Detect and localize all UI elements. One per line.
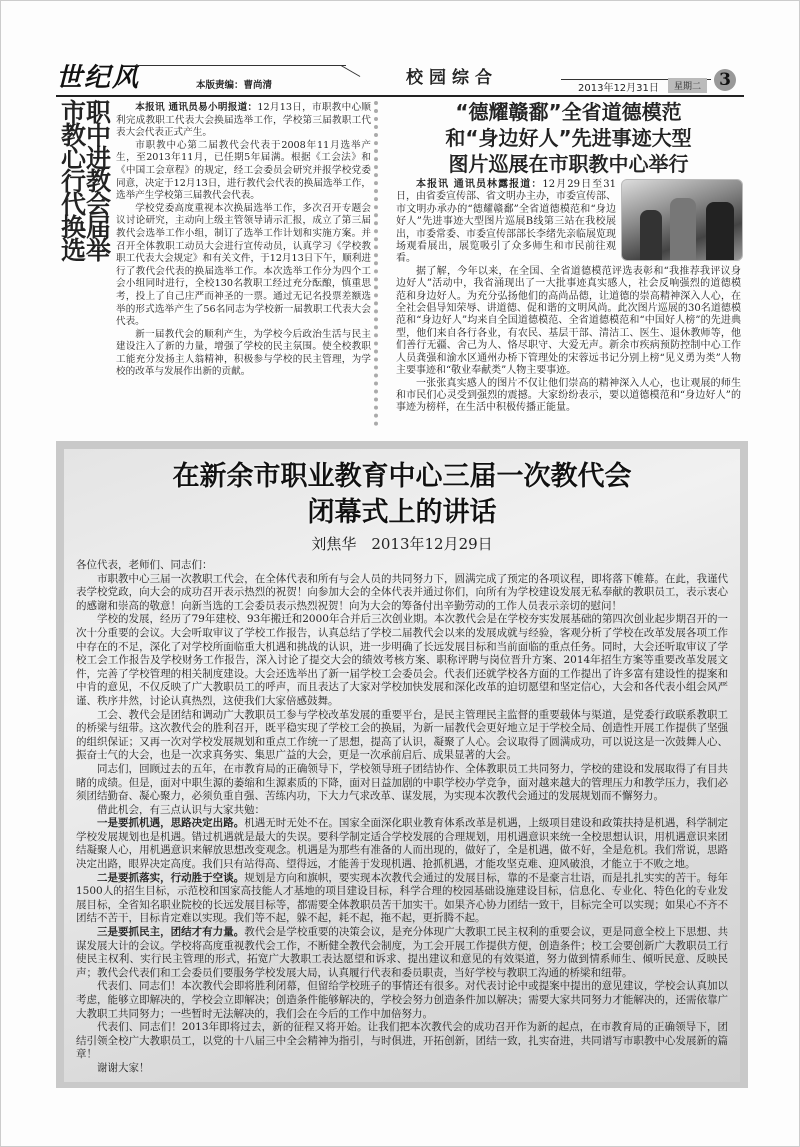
article3-paragraph: 借此机会，有三点认识与大家共勉： — [97, 803, 265, 816]
header-rule — [136, 65, 346, 66]
paragraph-heading: 二是要抓落实，行动胜于空谈。 — [97, 871, 245, 884]
article3-paragraph: 一是要抓机遇，思路决定出路。机遇无时无处不在。国家全面深化职业教育体系改革是机遇，上级项目建设和政策扶持是机遇，科学制定学校发展规划也是机遇。错过机遇就是最大的失误。要科学制定适合学校发展的合理规划，用机遇意识来统一全校思想认识，用机遇意识来团结凝聚人心，用机遇意识来解放思想改变观念。机遇是为那些有准备的人而出现的，做好了，全是机遇，做不好，全是危机。我们常说，思路决定出路，眼界决定高度。我们只有站得高、望得远，才能善于发现机遇、抢抓机遇，才能攻坚克难、迎风破浪，才能立于不败之地。 — [76, 817, 729, 871]
article1-paragraph: 新一届教代会的顺利产生，为学校今后政治生活与民主建设注入了新的力量，增强了学校的民主氛围。使全校教职工能充分发扬主人翁精神，积极参与学校的民主管理，为学校的改革与发展作出新的贡献。 — [116, 328, 371, 378]
article3-paragraph: 学校的发展，经历了79年建校、93年搬迁和2000年合并后三次创业期。本次教代会是在学校夯实发展基础的第四次创业起步期召开的一次十分重要的会议。大会听取审议了学校工作报告，认真总结了学校二届教代会以来的发展成就与经验，客观分析了学校在改革发展各项工作中存在的不足，深化了对学校所面临重大机遇和挑战的认识，进一步明确了长远发展目标和当前面临的重点任务。同时，大会还听取审议了学校工会工作报告及学校财务工作报告，深入讨论了提交大会的绩效考核方案、职称评聘与岗位晋升方案、2014年招生方案等重要改革发展文件，完善了学校管理的相关制度建设。大会还选举出了新一届学校工会委员会。代表们还就学校各方面的工作提出了许多富有建设性的提案和中肯的意见，不仅反映了广大教职员工的呼声，而且表达了大家对学校加快发展和深化改革的迫切愿望和坚定信心，大会和各代表小组会风严谨、秩序井然，讨论认真热烈，这使我们大家倍感鼓舞。 — [76, 613, 728, 707]
exhibition-photo — [621, 179, 743, 261]
article2-title: “德耀赣鄱”全省道德模范 和“身边好人”先进事迹大型 图片巡展在市职教中心举行 — [445, 100, 692, 176]
article2-paragraph: 据了解，今年以来，在全国、全省道德模范评选表彰和“我推荐我评议身边好人”活动中，我省涌现出了一大批事迹真实感人，社会反响强烈的道德模范和身边好人。为充分弘扬他们的高尚品德，让道德的崇高精神深入人心，在全社会倡导知荣辱、讲道德、促和谐的文明风尚。此次图片巡展的30名道德模范和“身边好人”均来自全国道德模范、全省道德模范和“中国好人榜”的先进典型，他们来自各行各业，有农民、基层干部、清洁工、医生、退休教师等，他们善行无疆、舍己为人、恪尽职守、大爱无声。新余市疾病预防控制中心工作人员龚强和渝水区通州办桥下管理处的宋蓉远书记分别上榜“见义勇为类”人物主要事迹和“敬业奉献类”人物主要事迹。 — [396, 265, 741, 377]
header-rule — [341, 65, 361, 77]
article1-title: 市职教中心进行教代会换届选举 — [61, 98, 112, 265]
article2-paragraph: 一张张真实感人的图片不仅让他们崇高的精神深入人心，也让观展的师生和市民们心灵受到强烈的震撼。大家纷纷表示，要以道德模范和“身边好人”的事迹为榜样，在生活中积极传播正能量。 — [396, 377, 741, 414]
weekday-badge: 星期二 — [668, 78, 707, 93]
article1-paragraph: 本报讯 通讯员易小明报道：12月13日，市职教中心顺利完成教职工代表大会换届选举工作，学校第三届教职工代表大会代表正式产生。 — [116, 102, 371, 139]
article3-paragraph: 二是要抓落实，行动胜于空谈。规划是方向和旗帜，要实现本次教代会通过的发展目标，靠的不是豪言壮语，而是扎扎实实的苦干。每年1500人的招生目标，示范校和国家高技能人才基地的项目建设目标，科学合理的校园基础设施建设目标，信息化、专业化、特色化的专业发展目标，全省知名职业院校的长远发展目标等，都需要全体教职员苦干加实干。如果齐心协力团结一致干，目标完全可以实现；如果心不齐不团结不苦干，目标肯定难以实现。我们等不起，躲不起，耗不起，拖不起，更折腾不起。 — [76, 871, 729, 925]
article2-paragraph: 本报讯 通讯员林露报道：12月29日至31日，由省委宣传部、省文明办主办，市委宣传部、市文明办承办的“德耀赣鄱”全省道德模范和“身边好人”先进事迹大型图片巡展B线第三站在我校展出，市委常委、市委宣传部部长李绪先亲临展览现场观看展出，展览吸引了众多师生和市民前往观看。 — [396, 179, 616, 265]
article1-paragraph: 市职教中心第二届教代会代表于2008年11月选举产生，至2013年11月，已任期5年届满。根据《工会法》和《中国工会章程》的规定，经工会委员会研究并报学校党委同意，决定于12月13日，进行教代会代表的换届选举工作，选举产生学校第三届教代会代表。 — [116, 139, 371, 202]
article3-paragraph: 市职教中心三届一次教职工代会，在全体代表和所有与会人员的共同努力下，圆满完成了预定的各项议程，即将落下帷幕。在此，我谨代表学校党政，向大会的成功召开表示热烈的祝贺！向参加大会的全体代表并通过你们，向所有为学校建设发展无私奉献的教职员工，表示衷心的感谢和崇高的敬意！向新当选的工会委员表示热烈祝贺！向为大会的筹备付出辛勤劳动的工作人员表示亲切的慰问！ — [76, 572, 728, 612]
article3-paragraph: 三是要抓民主，团结才有力量。教代会是学校重要的决策会议，是充分体现广大教职工民主权利的重要会议，更是同意全校上下思想、共谋发展大计的会议。学校将高度重视教代会工作，不断健全教代会制度，为工会开展工作提供方便，创造条件；校工会要创新广大教职员工行使民主权利、实行民主管理的形式，拓宽广大教职工表达愿望和诉求、提出建议和意见的有效渠道，努力做到情系师生、倾听民意、反映民声；教代会代表们和工会委员们要服务学校发展大局，认真履行代表和委员职责，当好学校与教职工沟通的桥梁和纽带。 — [76, 926, 729, 979]
paragraph-heading: 一是要抓机遇，思路决定出路。 — [97, 817, 245, 830]
article1-lead: 本报讯 通讯员易小明报道： — [135, 102, 258, 113]
column-divider — [374, 101, 378, 426]
article3-byline: 刘焦华 2013年12月29日 — [311, 535, 493, 553]
article3-paragraph: 谢谢大家！ — [97, 1061, 150, 1074]
article1-paragraph: 学校党委高度重视本次换届选举工作，多次召开专题会议讨论研究，主动向上级主管领导请示汇报，成立了第三届教代会选举工作小组，制订了选举工作计划和实施方案。并召开全体教职工动员大会进行宣传动员，认真学习《学校教职工代表大会规定》和有关文件，于12月13日下午，顺利进行了教代会代表的换届选举工作。本次选举工作分为四个工会小组同时进行，全校130名教职工经过充分酝酿，慎重思考，投上了自己庄严而神圣的一票。通过无记名投票差额选举的形式选举产生了56名同志为学校新一届教职工代表大会代表。 — [116, 202, 371, 328]
section-title: 校园综合 — [406, 68, 498, 88]
paragraph-heading: 三是要抓民主，团结才有力量。 — [97, 926, 245, 939]
article1-body — [116, 102, 371, 379]
issue-date: 2013年12月31日 — [578, 83, 659, 94]
page-number: 3 — [714, 69, 736, 91]
article3-title: 在新余市职业教育中心三届一次教代会 闭幕式上的讲话 — [172, 461, 632, 528]
header-divider — [56, 95, 744, 97]
article3-paragraph: 同志们，回顾过去的五年，在市教育局的正确领导下，学校领导班子团结协作、全体教职员工共同努力，学校的建设和发展取得了有目共睹的成绩。但是，面对中职生源的萎缩和生源素质的下降，面对日益加剧的中职学校办学竞争，面对越来越大的管理压力和教学压力，我们必须团结勤奋、凝心聚力，必须负重自强、苦练内功，下大力气求改革、谋发展，为实现本次教代会通过的发展规划而不懈努力。 — [76, 762, 728, 803]
speech-box — [56, 441, 748, 1088]
page-editor: 本版责编：曹尚清 — [196, 80, 273, 91]
article3-paragraph: 代表们、同志们！本次教代会即将胜利闭幕，但留给学校班子的事情还有很多。对代表讨论中或提案中提出的意见建议，学校会认真加以考虑，能够立即解决的，学校会立即解决；创造条件能够解决的，学校会努力创造条件加以解决；需要大家共同努力才能解决的，还需依靠广大教职工共同努力；一些暂时无法解决的，我们会在今后的工作中加倍努力。 — [76, 980, 728, 1020]
salutation: 各位代表，老师们、同志们： — [76, 559, 213, 571]
article3-paragraph: 代表们、同志们！2013年即将过去，新的征程又将开始。让我们把本次教代会的成功召开作为新的起点，在市教育局的正确领导下，团结引领全校广大教职员工，以党的十八届三中全会精神为指引，与时俱进，开拓创新，团结一致，扎实奋进，共同谱写市职教中心发展新的篇章！ — [76, 1021, 728, 1061]
article3-body — [76, 559, 728, 1076]
article3-paragraph: 工会、教代会是团结和调动广大教职员工参与学校改革发展的重要平台，是民主管理民主监督的重要载体与渠道，是党委行政联系教职工的桥梁与纽带。这次教代会的胜利召开，既平稳实现了学校工会的换届，为新一届教代会更好地立足于学校全局、创造性开展工作提供了坚强的组织保证；又再一次对学校发展规划和重点工作统一了思想，提高了认识，凝聚了人心。会议取得了圆满成功，可以说这是一次鼓舞人心、振奋士气的大会，也是一次求真务实、集思广益的大会，更是一次承前启后、成果显著的大会。 — [76, 708, 728, 762]
masthead-logo: 世纪风 — [56, 63, 141, 93]
article2-lead: 本报讯 通讯员林露报道： — [416, 179, 543, 190]
